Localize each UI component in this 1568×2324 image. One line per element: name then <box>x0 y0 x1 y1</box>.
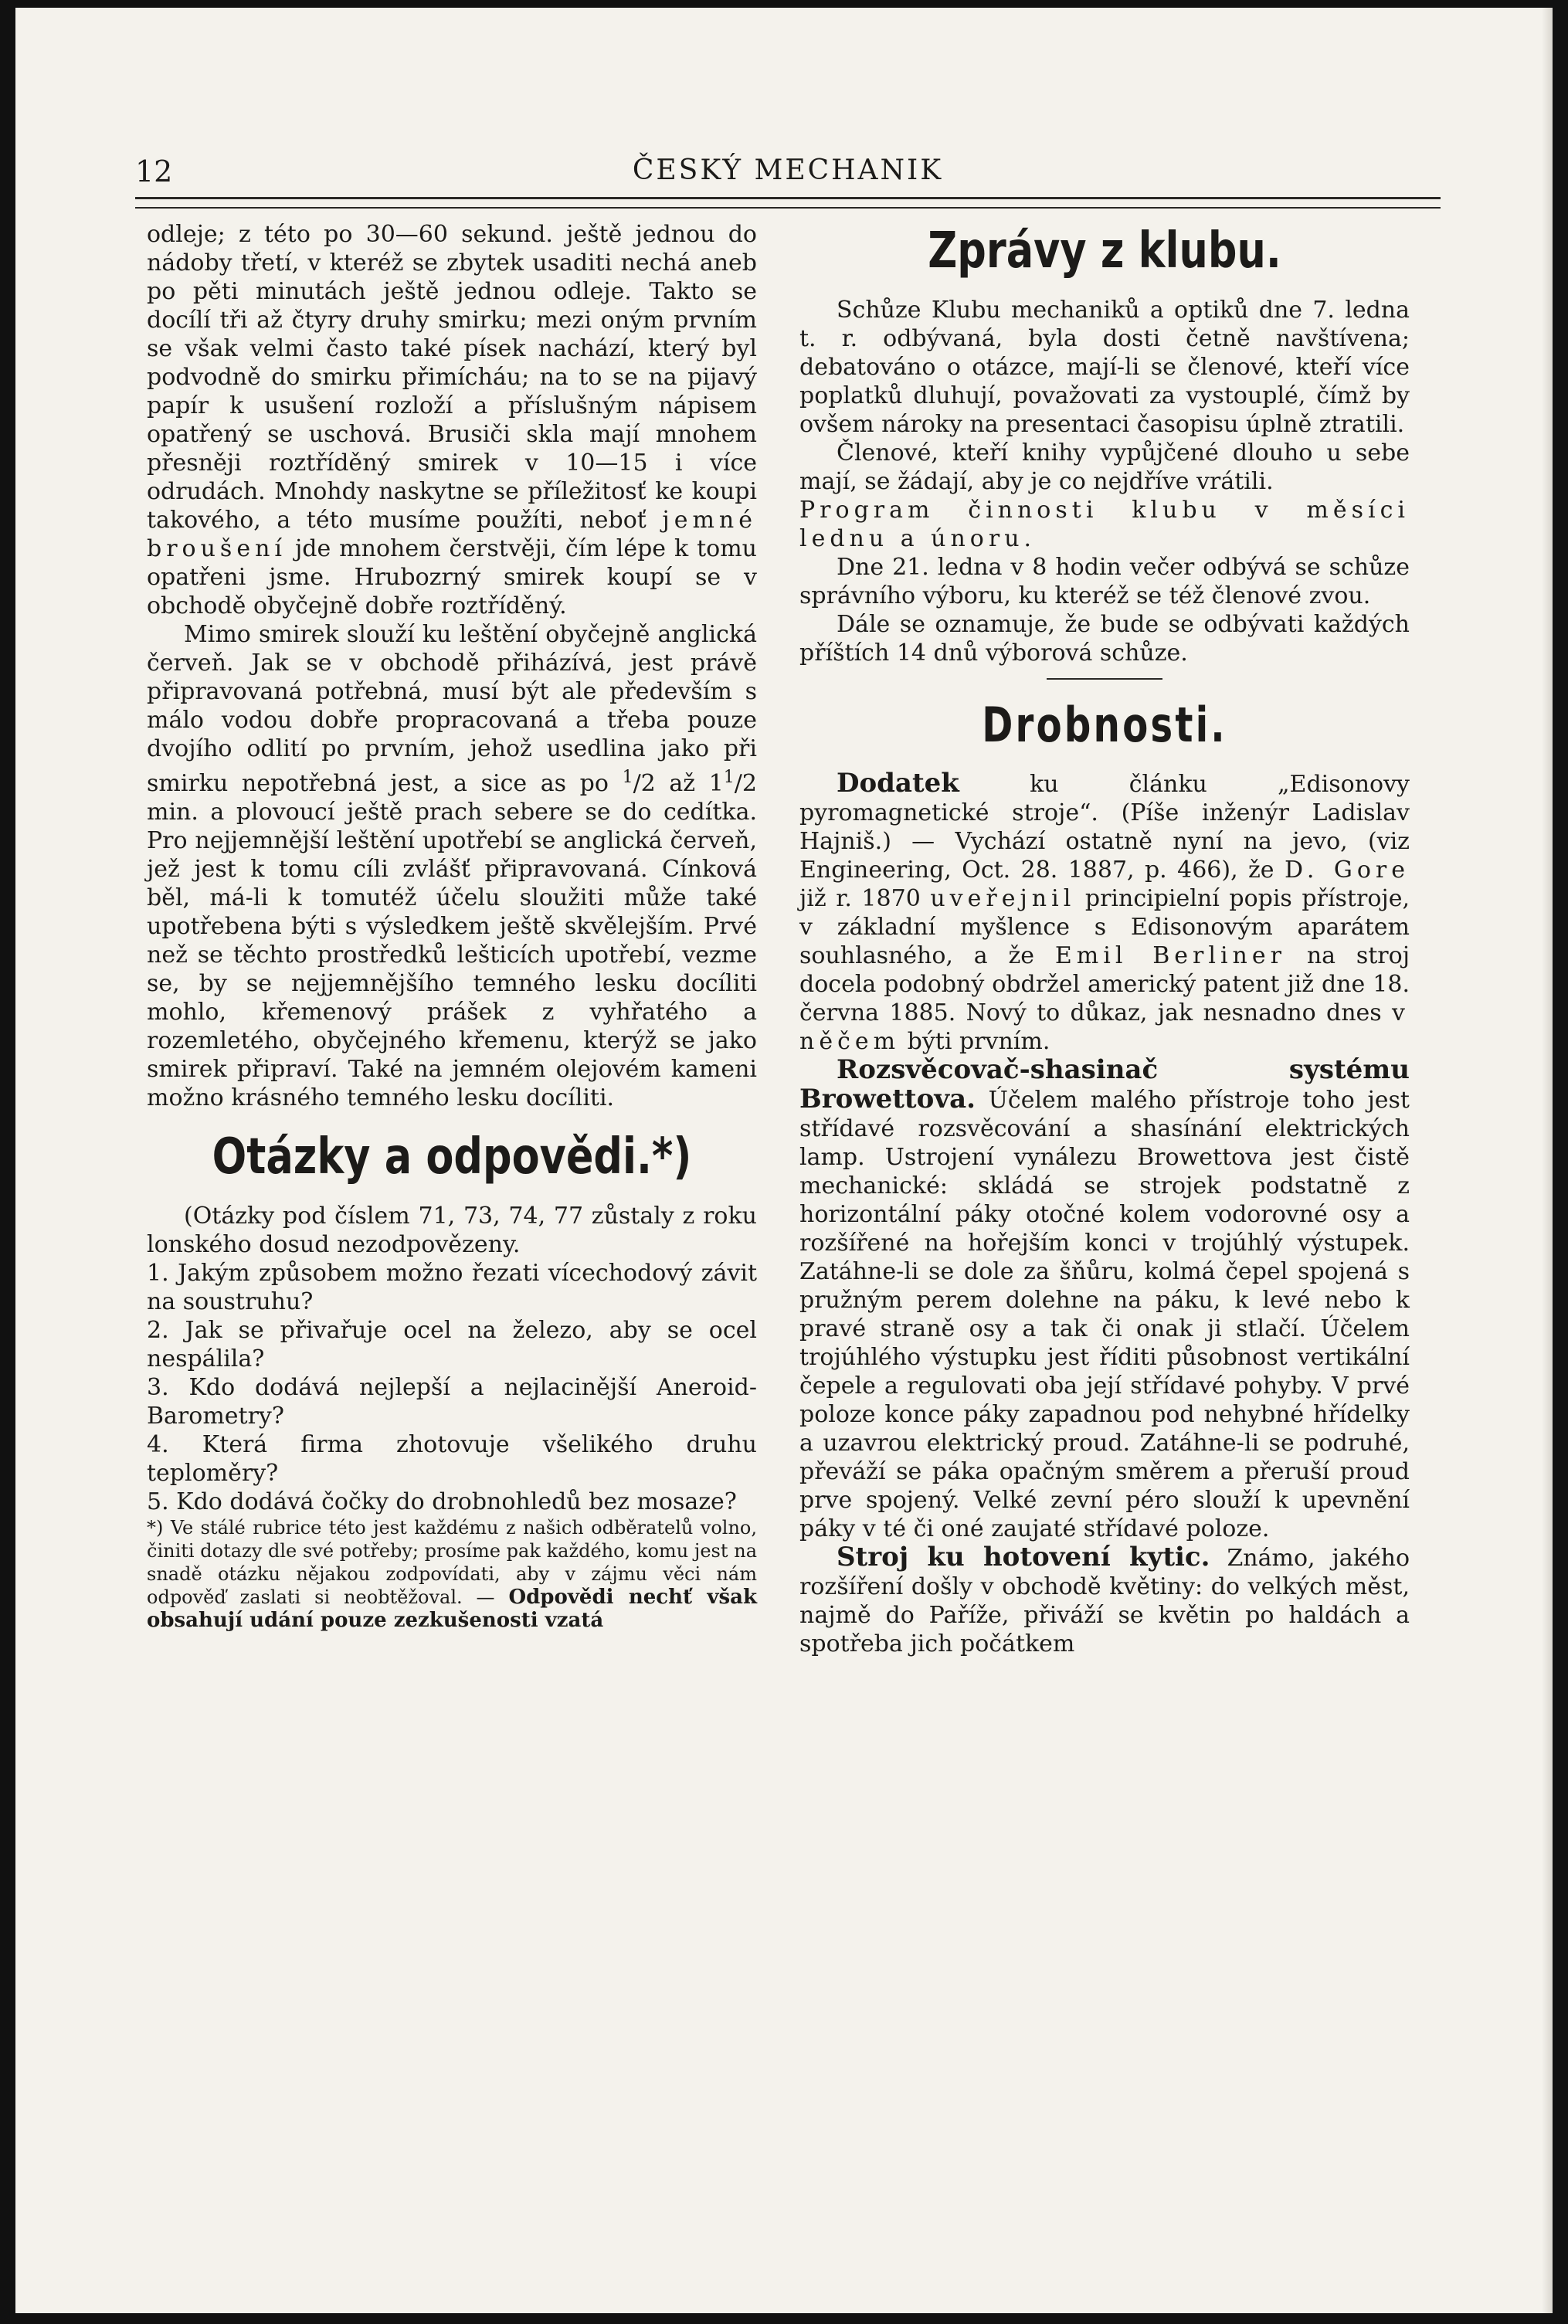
question-item: 3. Kdo dodává nejlepší a nejlacinější Aneroid-Barometry? <box>147 1374 757 1430</box>
running-head <box>135 154 1441 201</box>
news-item: Stroj ku hotovení kytic. Známo, jakého rozšíření došly v obchodě květiny: do velkých měst, najmě do Paříže, přiváží se květin po haldách a spotřeba jich počátkem <box>799 1542 1410 1657</box>
paragraph: Dne 21. ledna v 8 hodin večer odbývá se schůze správního výboru, ku kteréž se též členové zvou. <box>799 554 1410 609</box>
program-line: Program činnosti klubu v měsíci lednu a únoru. <box>799 497 1410 552</box>
news-item: Rozsvěcovač-shasinač systému Browettova. Účelem malého přístroje toho jest střídavé rozsvěcování a shasínání elektrických lamp. Ustrojení vynálezu Browettova jest čistě mechanické: skládá se strojek podstatně z horizontální páky otočné kolem vodorovné osy a rozšířené na hořejším konci v trojúhlý výstupek. Zatáhne-li se dole za šňůru, kolmá čepel spojená s pružným perem dolehne na páku, k levé nebo k pravé straně osy a tak či onak ji stlačí. Účelem trojúhlého výstupku jest říditi působnost vertikální čepele a regulovati oba její střídavé pohyby. V prvé poloze konce páky zapadnou pod nehybné hřídelky a uzavrou elektrický proud. Zatáhne-li se podruhé, převáží se páka opačným směrem a přeruší proud prve spojený. Velké zevní péro slouží k upevnění páky v té či oné zaujaté střídavé poloze. <box>799 1054 1410 1542</box>
left-column <box>147 220 757 1632</box>
running-title: ČESKÝ MECHANIK <box>632 154 944 186</box>
page-number: 12 <box>135 154 173 188</box>
header-rule <box>135 197 1441 209</box>
question-item: 1. Jakým způsobem možno řezati vícechodový závit na soustruhu? <box>147 1260 757 1315</box>
paragraph: Členové, kteří knihy vypůjčené dlouho u sebe mají, se žádají, aby je co nejdříve vrátili. <box>799 439 1410 495</box>
question-item: 4. Která firma zhotovuje všelikého druhu teploměry? <box>147 1431 757 1487</box>
paragraph: Mimo smirek slouží ku leštění obyčejně anglická červeň. Jak se v obchodě přiházívá, jest právě připravovaná potřebná, musí být ale především s málo vodou dobře propracovaná a třeba pouze dvojího odlití po prvním, jehož usedlina jako při smirku nepotřebná jest, a sice as po $^1$/2 až $1^1/2$ min. a plovoucí ještě prach sebere se do cedítka. Pro nejjemnější leštění upotřebí se anglická červeň, jež jest k tomu cíli zvlášť připravovaná. Cínková běl, má-li k tomutéž účelu sloužiti může také upotřebena býti s výsledkem ještě skvělejším. Prvé než se těchto prostředků lešticích upotřebí, vezme se, by se nejjemnějšího temného lesku docíliti mohlo, křemenový prášek z vyhřatého a rozemletého, obyčejného křemenu, kterýž se jako smirek připraví. Také na jemném olejovém kameni možno krásného temného lesku docíliti. <box>147 621 757 1111</box>
section-heading-club: Zprávy z klubu. <box>928 222 1281 280</box>
page <box>15 8 1553 2313</box>
news-item: Dodatek ku článku „Edisonovy pyromagnetické stroje“. (Píše inženýr Ladislav Hajniš.) — Vychází ostatně nyní na jevo, (viz Engineering, Oct. 28. 1887, p. 466), že D. Gore již r. 1870 uveřejnil principielní popis přístroje, v základní myšlence s Edisonovým aparátem souhlasného, a že Emil Berliner na stroj docela podobný obdržel americký patent již dne 18. června 1885. Nový to důkaz, jak nesnadno dnes v něčem býti prvním. <box>799 768 1410 1055</box>
section-heading-drobnosti: Drobnosti. <box>982 697 1227 753</box>
spaced-emphasis: jemné broušení <box>147 507 757 562</box>
paragraph: odleje; z této po 30—60 sekund. ještě jednou do nádoby třetí, v kteréž se zbytek usaditi nechá aneb po pěti minutách ještě jednou odleje. Takto se docílí tři až čtyry druhy smirku; mezi oným prvním se však velmi často také písek nachází, který byl podvodně do smirku přimícháu; na to se na pijavý papír k usušení rozloží a příslušným nápisem opatřený se uschová. Brusiči skla mají mnohem přesněji roztříděný smirek v 10—15 i více odrudách. Mnohdy naskytne se příležitosť ke koupi takového, a této musíme použíti, neboť jemné broušení jde mnohem čerstvěji, čím lépe k tomu opatřeni jsme. Hrubozrný smirek koupí se v obchodě obyčejně dobře roztříděný. <box>147 221 757 619</box>
separator-rule <box>1047 678 1162 680</box>
paragraph: Schůze Klubu mechaniků a optiků dne 7. ledna t. r. odbývaná, byla dosti četně navštívena; debatováno o otázce, mají-li se členové, kteří více poplatků dluhují, považovati za vystouplé, čímž by ovšem nároky na presentaci časopisu úplně ztratili. <box>799 297 1410 438</box>
footnote-bold: Odpovědi nechť však obsahují udání pouze zezkušenosti vzatá <box>147 1586 757 1632</box>
news-item-title: Stroj ku hotovení kytic. <box>837 1542 1210 1573</box>
news-item-title: Rozsvěcovač-shasinač systému Browettova. <box>799 1054 1410 1115</box>
news-item-title: Dodatek <box>837 768 959 799</box>
qa-intro: (Otázky pod číslem 71, 73, 74, 77 zůstaly z roku lonského dosud nezodpovězeny. <box>147 1203 757 1258</box>
footnote: *) Ve stálé rubrice této jest každému z našich odběratelů volno, činiti dotazy dle své potřeby; prosíme pak každého, komu jest na snadě otázku nějakou zodpovídati, aby v zájmu věci nám odpověď zaslati si neobtěžoval. — Odpovědi nechť však obsahují udání pouze zezkušenosti vzatá <box>147 1517 757 1632</box>
paragraph: Dále se oznamuje, že bude se odbývati každých příštích 14 dnů výborová schůze. <box>799 611 1410 667</box>
right-column <box>799 220 1410 1658</box>
question-item: 5. Kdo dodává čočky do drobnohledů bez mosaze? <box>147 1488 737 1515</box>
question-item: 2. Jak se přivařuje ocel na železo, aby se ocel nespálila? <box>147 1317 757 1372</box>
section-heading-questions: Otázky a odpovědi.*) <box>212 1128 692 1186</box>
